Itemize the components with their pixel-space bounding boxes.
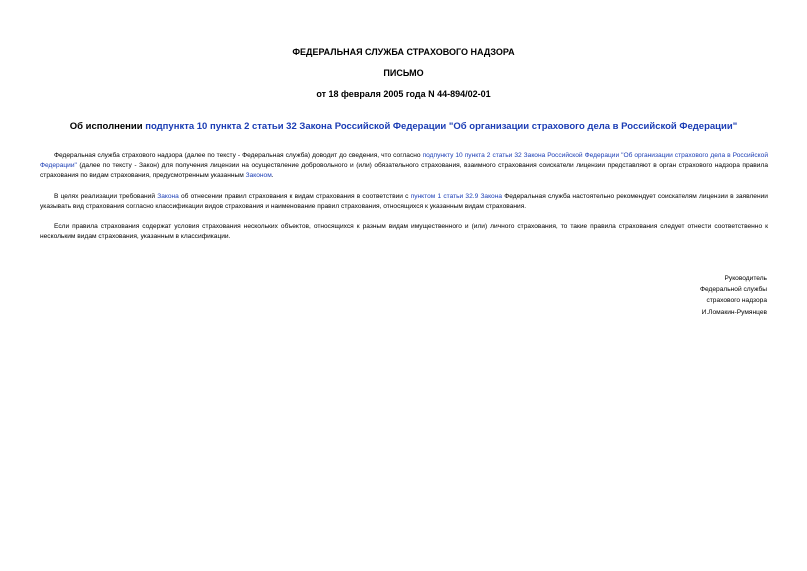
paragraph-3 [40,222,768,242]
p2-text-1: В целях реализации требований [54,193,158,200]
p1-law-article-link[interactable]: подпункту 10 пункта 2 статьи 32 Закона Российской Федерации "Об организации страхового дела в Российской Федерации" [40,152,768,170]
signature-agency-line-1: Федеральной службы [699,286,767,294]
signature-name: И.Ломакин-Румянцев [701,308,767,316]
p1-text-1: Федеральная служба страхового надзора (далее по тексту - Федеральная служба) доводит до сведения, что согласно [54,152,423,159]
paragraph-1 [40,151,768,182]
document-subject [0,121,807,132]
organization-title: ФЕДЕРАЛЬНАЯ СЛУЖБА СТРАХОВОГО НАДЗОРА [292,47,515,57]
p1-text-2: (далее по тексту - Закон) для получения лицензии на осуществление добровольного и (или) обязательного страхования, взаимного страхования соискатели лицензии представляют в орган страхового надзора правила страхования по видам страхования, предусмотренным указанным [40,162,768,180]
subject-law-link[interactable]: подпункта 10 пункта 2 статьи 32 Закона Российской Федерации "Об организации страхового дела в Российской Федерации" [145,121,738,132]
p1-text-3: . [271,172,274,180]
signature-agency-line-2: страхового надзора [706,297,767,305]
p1-law-link[interactable]: Законом [245,172,272,180]
paragraph-2 [40,192,768,212]
document-date: от 18 февраля 2005 года N 44-894/02-01 [316,89,491,99]
subject-prefix: Об исполнении [69,121,146,132]
p2-text-2: об отнесении правил страхования к видам страхования в соответствии с [178,193,411,200]
p3-text-1: Если правила страхования содержат условия страхования нескольких объектов, относящихся к разным видам имущественного и (или) личного страхования, то такие правила страхования следует отнести соответственно к нескольким видам страхования, указанным в классификации. [40,223,768,241]
signature-block [700,273,767,318]
p2-text-3: Федеральная служба настоятельно рекомендует соискателям лицензии в заявлении указывать вид страхования согласно классификации видов страхования и наименование правил страхования, относящихся к указанным видам страхования. [40,193,768,211]
p2-law-link[interactable]: Закона [157,193,179,200]
document-type: ПИСЬМО [383,68,424,78]
signature-position: Руководитель [724,275,767,282]
p2-article-link[interactable]: пунктом 1 статьи 32.9 Закона [410,193,503,200]
